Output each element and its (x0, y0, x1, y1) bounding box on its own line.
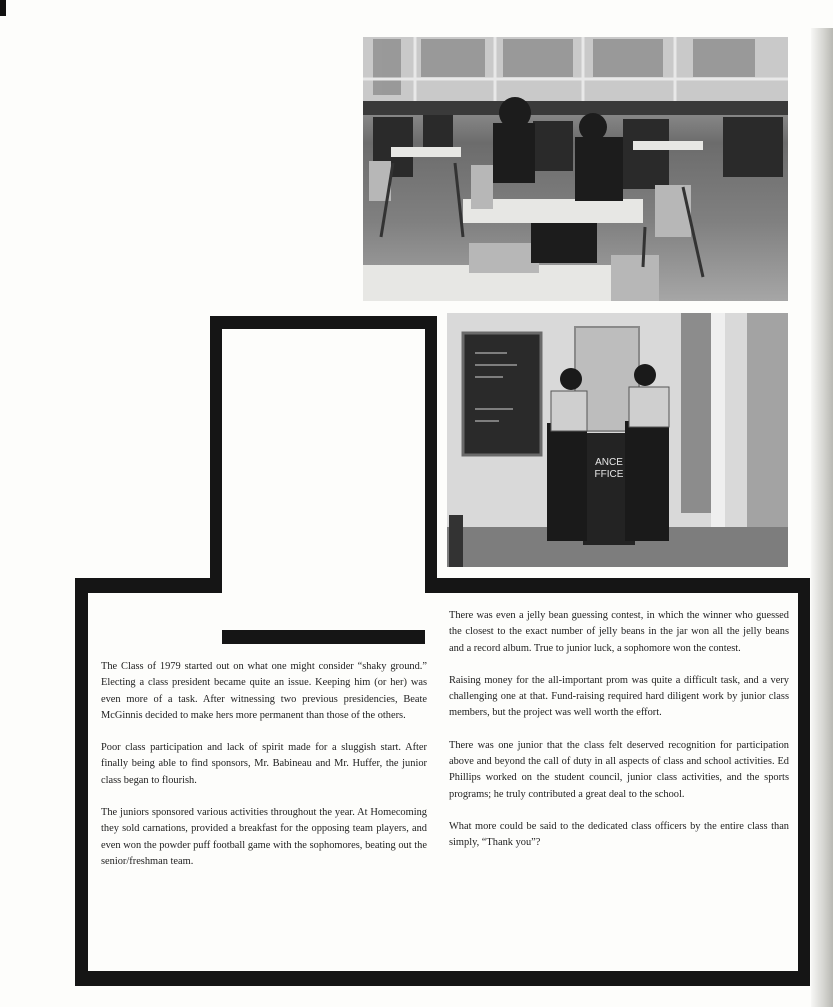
paragraph: What more could be said to the dedicated class officers by the entire class than simply, “Thank you”? (449, 820, 789, 849)
cafeteria-photo (363, 37, 788, 301)
article-left-column (101, 659, 427, 886)
blank-photo-placeholder (222, 329, 425, 631)
frame-divider (222, 630, 425, 644)
paragraph: The Class of 1979 started out on what one might consider “shaky ground.” Electing a class president became quite an issue. Keeping him (or her) was even more of a task. After witnessing two previous presidencies, Beate McGinnis decided to make hers more permanent than those of the others. (101, 661, 427, 721)
svg-text:ANCE: ANCE (595, 457, 623, 468)
frame-right-top-border (435, 578, 810, 593)
paragraph: There was one junior that the class felt deserved recognition for participation above and beyond the call of duty in all aspects of class and school activities. Ed Phillips worked on the student council, junior class activities, and the sports programs; he truly contributed a great deal to the school. (449, 739, 789, 800)
corner-mark (0, 0, 6, 16)
svg-text:FFICE: FFICE (594, 469, 624, 480)
page-gutter-shadow (811, 28, 833, 1007)
paragraph: There was even a jelly bean guessing contest, in which the winner who guessed the closest to the exact number of jelly beans in the jar won all the jelly beans and a record album. True to junior luck, a sophomore won the contest. (449, 610, 789, 654)
paragraph: Poor class participation and lack of spirit made for a sluggish start. After finally being able to find sponsors, Mr. Babineau and Mr. Huffer, the junior class began to flourish. (101, 742, 427, 786)
ticket-office-illustration (447, 313, 788, 567)
paragraph: Raising money for the all-important prom was quite a difficult task, and a very challenging one at that. Fund-raising required hard diligent work by junior class members, but the project was well worth the effort. (449, 674, 789, 719)
cafeteria-illustration (363, 37, 788, 301)
article-right-column (449, 608, 789, 868)
paragraph: The juniors sponsored various activities throughout the year. At Homecoming they sold carnations, provided a breakfast for the opposing team players, and even won the powder puff football game with the sophomores, beating out the senior/freshman team. (101, 807, 427, 867)
ticket-office-photo (447, 313, 788, 567)
